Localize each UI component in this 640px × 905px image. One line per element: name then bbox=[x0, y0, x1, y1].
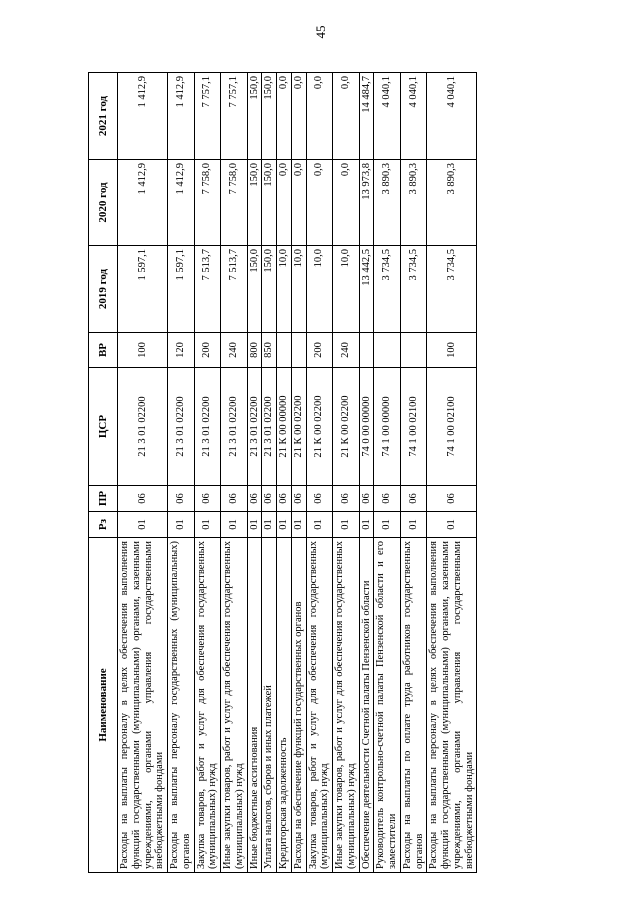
cell-2020: 7 758,0 bbox=[194, 160, 221, 246]
cell-pr: 06 bbox=[400, 486, 427, 512]
cell-2021: 7 757,1 bbox=[221, 73, 248, 160]
cell-name: Кредиторская задолженность bbox=[277, 538, 292, 873]
cell-name: Обеспечение деятельности Счетной палаты Пензенской области bbox=[359, 538, 374, 873]
cell-vr: 200 bbox=[306, 333, 333, 368]
cell-rz: 01 bbox=[374, 512, 401, 538]
cell-csr: 21 К 00 00000 bbox=[277, 368, 292, 486]
cell-2021: 1 412,9 bbox=[118, 73, 168, 160]
header-rz: Рз bbox=[89, 512, 118, 538]
header-2019: 2019 год bbox=[89, 246, 118, 333]
table-header-row bbox=[89, 73, 118, 873]
cell-rz: 01 bbox=[291, 512, 306, 538]
cell-2020: 13 973,8 bbox=[359, 160, 374, 246]
header-2021: 2021 год bbox=[89, 73, 118, 160]
cell-rz: 01 bbox=[247, 512, 262, 538]
cell-2021: 0,0 bbox=[306, 73, 333, 160]
cell-pr: 06 bbox=[168, 486, 195, 512]
cell-2021: 14 484,7 bbox=[359, 73, 374, 160]
header-name: Наименование bbox=[89, 538, 118, 873]
cell-rz: 01 bbox=[427, 512, 477, 538]
cell-csr: 21 3 01 02200 bbox=[247, 368, 262, 486]
cell-2020: 150,0 bbox=[262, 160, 277, 246]
table-row bbox=[118, 73, 168, 873]
cell-name: Закупка товаров, работ и услуг для обеспечения государственных (муниципальных) нужд bbox=[306, 538, 333, 873]
cell-2019: 7 513,7 bbox=[221, 246, 248, 333]
cell-2021: 0,0 bbox=[277, 73, 292, 160]
cell-2020: 3 890,3 bbox=[400, 160, 427, 246]
cell-csr: 74 1 00 00000 bbox=[374, 368, 401, 486]
table-row bbox=[277, 73, 292, 873]
cell-2021: 150,0 bbox=[262, 73, 277, 160]
cell-vr: 240 bbox=[333, 333, 360, 368]
cell-2021: 7 757,1 bbox=[194, 73, 221, 160]
table-row bbox=[333, 73, 360, 873]
cell-2021: 4 040,1 bbox=[374, 73, 401, 160]
cell-name: Иные закупки товаров, работ и услуг для обеспечения государственных (муниципальных) нужд bbox=[333, 538, 360, 873]
cell-name: Руководитель контрольно-счетной палаты Пензенской области и его заместители bbox=[374, 538, 401, 873]
cell-name: Иные бюджетные ассигнования bbox=[247, 538, 262, 873]
table-row bbox=[374, 73, 401, 873]
cell-2019: 1 597,1 bbox=[118, 246, 168, 333]
cell-pr: 06 bbox=[359, 486, 374, 512]
cell-2019: 150,0 bbox=[247, 246, 262, 333]
cell-2020: 1 412,9 bbox=[168, 160, 195, 246]
cell-vr: 800 bbox=[247, 333, 262, 368]
cell-2021: 4 040,1 bbox=[427, 73, 477, 160]
cell-2019: 10,0 bbox=[277, 246, 292, 333]
cell-vr bbox=[400, 333, 427, 368]
table-row bbox=[359, 73, 374, 873]
cell-2020: 3 890,3 bbox=[374, 160, 401, 246]
cell-vr bbox=[277, 333, 292, 368]
cell-vr bbox=[374, 333, 401, 368]
cell-vr: 100 bbox=[118, 333, 168, 368]
cell-2019: 13 442,5 bbox=[359, 246, 374, 333]
cell-rz: 01 bbox=[194, 512, 221, 538]
cell-2020: 0,0 bbox=[291, 160, 306, 246]
cell-2021: 1 412,9 bbox=[168, 73, 195, 160]
cell-name: Расходы на выплаты персоналу государственных (муниципальных) органов bbox=[168, 538, 195, 873]
cell-2019: 7 513,7 bbox=[194, 246, 221, 333]
cell-2020: 3 890,3 bbox=[427, 160, 477, 246]
rotated-table-container bbox=[88, 73, 542, 873]
cell-pr: 06 bbox=[221, 486, 248, 512]
page-number: 45 bbox=[313, 25, 328, 39]
cell-pr: 06 bbox=[374, 486, 401, 512]
cell-vr: 240 bbox=[221, 333, 248, 368]
cell-rz: 01 bbox=[277, 512, 292, 538]
cell-2020: 7 758,0 bbox=[221, 160, 248, 246]
cell-pr: 06 bbox=[262, 486, 277, 512]
cell-vr: 850 bbox=[262, 333, 277, 368]
cell-rz: 01 bbox=[118, 512, 168, 538]
table-row bbox=[400, 73, 427, 873]
cell-2020: 0,0 bbox=[277, 160, 292, 246]
cell-2020: 0,0 bbox=[333, 160, 360, 246]
cell-2020: 0,0 bbox=[306, 160, 333, 246]
table-body bbox=[118, 73, 477, 873]
cell-vr bbox=[291, 333, 306, 368]
cell-2019: 150,0 bbox=[262, 246, 277, 333]
cell-name: Расходы на выплаты по оплате труда работников государственных органов bbox=[400, 538, 427, 873]
cell-2021: 0,0 bbox=[333, 73, 360, 160]
cell-2019: 10,0 bbox=[291, 246, 306, 333]
cell-csr: 21 3 01 02200 bbox=[118, 368, 168, 486]
cell-2021: 150,0 bbox=[247, 73, 262, 160]
table-row bbox=[221, 73, 248, 873]
cell-pr: 06 bbox=[277, 486, 292, 512]
cell-pr: 06 bbox=[247, 486, 262, 512]
header-vr: ВР bbox=[89, 333, 118, 368]
cell-name: Расходы на выплаты персоналу в целях обеспечения выполнения функций государственными (муниципальными) органами, казенными учреждениями, органами управления государственными внебюджетными фондами bbox=[427, 538, 477, 873]
cell-csr: 21 К 00 02200 bbox=[333, 368, 360, 486]
cell-csr: 21 3 01 02200 bbox=[168, 368, 195, 486]
cell-csr: 21 3 01 02200 bbox=[194, 368, 221, 486]
table-row bbox=[168, 73, 195, 873]
cell-pr: 06 bbox=[427, 486, 477, 512]
cell-rz: 01 bbox=[400, 512, 427, 538]
cell-2019: 3 734,5 bbox=[427, 246, 477, 333]
cell-pr: 06 bbox=[118, 486, 168, 512]
cell-name: Иные закупки товаров, работ и услуг для обеспечения государственных (муниципальных) нужд bbox=[221, 538, 248, 873]
cell-name: Закупка товаров, работ и услуг для обеспечения государственных (муниципальных) нужд bbox=[194, 538, 221, 873]
cell-2019: 3 734,5 bbox=[374, 246, 401, 333]
cell-2020: 150,0 bbox=[247, 160, 262, 246]
cell-rz: 01 bbox=[333, 512, 360, 538]
cell-vr: 100 bbox=[427, 333, 477, 368]
header-csr: ЦСР bbox=[89, 368, 118, 486]
cell-csr: 74 0 00 00000 bbox=[359, 368, 374, 486]
cell-vr: 120 bbox=[168, 333, 195, 368]
cell-csr: 74 1 00 02100 bbox=[400, 368, 427, 486]
cell-vr: 200 bbox=[194, 333, 221, 368]
table-row bbox=[194, 73, 221, 873]
cell-name: Уплата налогов, сборов и иных платежей bbox=[262, 538, 277, 873]
table-row bbox=[247, 73, 262, 873]
cell-csr: 21 3 01 02200 bbox=[221, 368, 248, 486]
cell-2019: 1 597,1 bbox=[168, 246, 195, 333]
cell-pr: 06 bbox=[333, 486, 360, 512]
table-row bbox=[291, 73, 306, 873]
cell-vr bbox=[359, 333, 374, 368]
cell-2019: 3 734,5 bbox=[400, 246, 427, 333]
cell-2019: 10,0 bbox=[306, 246, 333, 333]
cell-rz: 01 bbox=[221, 512, 248, 538]
header-2020: 2020 год bbox=[89, 160, 118, 246]
cell-rz: 01 bbox=[306, 512, 333, 538]
table-row bbox=[306, 73, 333, 873]
cell-2021: 0,0 bbox=[291, 73, 306, 160]
cell-csr: 21 К 00 02200 bbox=[291, 368, 306, 486]
cell-2020: 1 412,9 bbox=[118, 160, 168, 246]
cell-pr: 06 bbox=[306, 486, 333, 512]
cell-rz: 01 bbox=[168, 512, 195, 538]
header-pr: ПР bbox=[89, 486, 118, 512]
cell-2019: 10,0 bbox=[333, 246, 360, 333]
cell-pr: 06 bbox=[194, 486, 221, 512]
cell-2021: 4 040,1 bbox=[400, 73, 427, 160]
cell-csr: 74 1 00 02100 bbox=[427, 368, 477, 486]
table-row bbox=[262, 73, 277, 873]
cell-csr: 21 3 01 02200 bbox=[262, 368, 277, 486]
cell-name: Расходы на обеспечение функций государственных органов bbox=[291, 538, 306, 873]
cell-name: Расходы на выплаты персоналу в целях обеспечения выполнения функций государственными (муниципальными) органами, казенными учреждениями, органами управления государственными внебюджетными фондами bbox=[118, 538, 168, 873]
cell-rz: 01 bbox=[359, 512, 374, 538]
cell-rz: 01 bbox=[262, 512, 277, 538]
table-row bbox=[427, 73, 477, 873]
budget-table bbox=[88, 72, 477, 873]
cell-csr: 21 К 00 02200 bbox=[306, 368, 333, 486]
cell-pr: 06 bbox=[291, 486, 306, 512]
